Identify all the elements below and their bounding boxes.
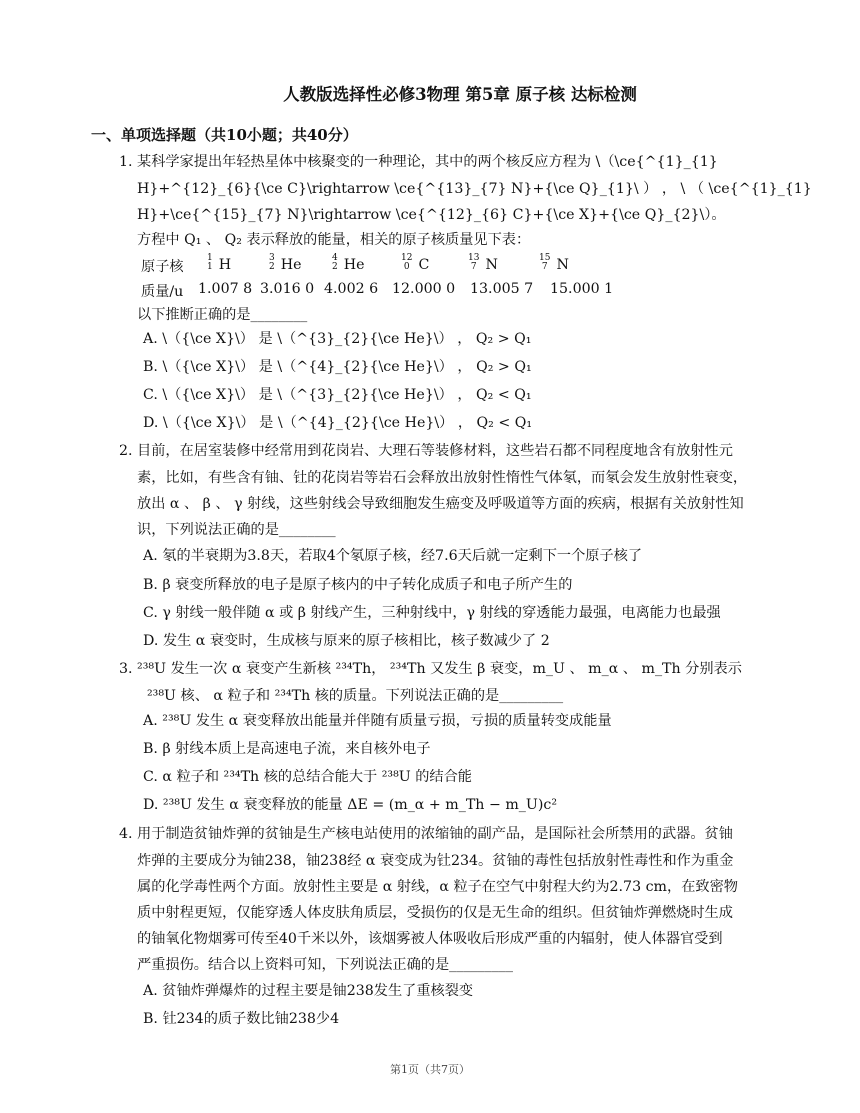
nuclide-n13: 13 7 N [468, 253, 498, 273]
q2-line-4: 识，下列说法正确的是________ [137, 522, 336, 538]
q1-line-2: H}+^{12}_{6}{\ce C}\rightarrow \ce{^{13}_{7} N}+{\ce Q}_{1}\ ） ， \ （ \ce{^{1}_{1} [137, 181, 812, 197]
q2-option-d[interactable]: D. 发生 α 衰变时，生成核与原来的原子核相比，核子数减少了 2 [143, 633, 550, 649]
q4-line-2: 炸弹的主要成分为铀238，铀238经 α 衰变成为钍234。贫铀的毒性包括放射性毒性和作为重金 [137, 853, 734, 869]
nuclide-n15: 15 7 N [539, 253, 569, 273]
q2-option-c[interactable]: C. γ 射线一般伴随 α 或 β 射线产生，三种射线中，γ 射线的穿透能力最强，电离能力也最强 [143, 605, 721, 621]
mass-value: 12.000 0 [392, 281, 456, 297]
nuclide-he3: 3 2 He [269, 253, 302, 273]
q2-line-2: 素，比如，有些含有铀、钍的花岗岩等岩石会释放出放射性惰性气体氡，而氡会发生放射性衰变， [137, 470, 748, 486]
q3-option-d[interactable]: D. ²³⁸U 发生 α 衰变释放的能量 ΔE = (m_α + m_Th − m_U)c² [143, 797, 558, 813]
q3-option-a[interactable]: A. ²³⁸U 发生 α 衰变释放出能量并伴随有质量亏损，亏损的质量转变成能量 [143, 713, 612, 729]
q4-line-3: 属的化学毒性两个方面。放射性主要是 α 射线，α 粒子在空气中射程大约为2.73 cm，在致密物 [137, 879, 738, 895]
document-title: 人教版选择性必修3物理 第5章 原子核 达标检测 [283, 85, 637, 104]
mass-value: 4.002 6 [324, 281, 379, 297]
q3-line-1: 3. ²³⁸U 发生一次 α 衰变产生新核 ²³⁴Th， ²³⁴Th 又发生 β 衰变，m_U 、 m_α 、 m_Th 分别表示 [119, 661, 742, 677]
q1-line-3: H}+\ce{^{15}_{7} N}\rightarrow \ce{^{12}_{6} C}+{\ce X}+{\ce Q}_{2}\）。 [137, 207, 726, 223]
page-footer: 第1页（共7页） [390, 1063, 470, 1076]
nuclide-header: 原子核 [141, 259, 184, 275]
nuclide-h1: 1 1 H [207, 253, 232, 273]
q3-option-b[interactable]: B. β 射线本质上是高速电子流，来自核外电子 [143, 741, 431, 757]
nuclide-he4: 4 2 He [332, 253, 365, 273]
q3-line-2: ²³⁸U 核、 α 粒子和 ²³⁴Th 核的质量。下列说法正确的是_________ [147, 688, 564, 704]
q4-line-6: 严重损伤。结合以上资料可知，下列说法正确的是_________ [137, 957, 513, 973]
q1-line-4: 方程中 Q₁ 、 Q₂ 表示释放的能量，相关的原子核质量见下表： [137, 232, 531, 248]
q4-line-5: 的铀氧化物烟雾可传至40千米以外，该烟雾被人体吸收后形成严重的内辐射，使人体器官受到 [137, 931, 723, 947]
q4-option-b[interactable]: B. 钍234的质子数比铀238少4 [143, 1011, 340, 1027]
q1-option-d[interactable]: D. \（{\ce X}\） 是 \（^{4}_{2}{\ce He}\） ， Q₂ < Q₁ [143, 415, 533, 431]
q4-line-4: 质中射程更短，仅能穿透人体皮肤角质层，受损伤的仅是无生命的组织。但贫铀炸弹燃烧时生成 [137, 905, 733, 921]
q1-line-1: 1. 某科学家提出年轻热星体中核聚变的一种理论，其中的两个核反应方程为 \（\ce{^{1}_{1} [119, 154, 718, 170]
nuclide-c12: 12 0 C [401, 253, 430, 273]
q4-option-a[interactable]: A. 贫铀炸弹爆炸的过程主要是铀238发生了重核裂变 [143, 983, 474, 999]
q2-option-a[interactable]: A. 氡的半衰期为3.8天，若取4个氡原子核，经7.6天后就一定剩下一个原子核了 [143, 548, 643, 564]
q1-option-c[interactable]: C. \（{\ce X}\） 是 \（^{3}_{2}{\ce He}\） ， Q₂ < Q₁ [143, 387, 532, 403]
q4-line-1: 4. 用于制造贫铀炸弹的贫铀是生产核电站使用的浓缩铀的副产品，是国际社会所禁用的武器。贫铀 [119, 826, 733, 842]
q3-option-c[interactable]: C. α 粒子和 ²³⁴Th 核的总结合能大于 ²³⁸U 的结合能 [143, 769, 472, 785]
q2-line-3: 放出 α 、 β 、 γ 射线，这些射线会导致细胞发生癌变及呼吸道等方面的疾病，根据有关放射性知 [137, 496, 744, 512]
mass-value: 3.016 0 [260, 281, 315, 297]
q1-prompt: 以下推断正确的是________ [137, 307, 308, 323]
section-heading: 一、单项选择题（共10小题；共40分） [91, 126, 358, 144]
mass-value: 1.007 8 [198, 281, 253, 297]
mass-value: 13.005 7 [470, 281, 534, 297]
q1-option-b[interactable]: B. \（{\ce X}\） 是 \（^{4}_{2}{\ce He}\） ， Q₂ > Q₁ [143, 359, 532, 375]
q2-line-1: 2. 目前，在居室装修中经常用到花岗岩、大理石等装修材料，这些岩石都不同程度地含有放射性元 [119, 443, 733, 459]
mass-label: 质量/u [141, 284, 184, 300]
mass-value: 15.000 1 [550, 281, 614, 297]
q2-option-b[interactable]: B. β 衰变所释放的电子是原子核内的中子转化成质子和电子所产生的 [143, 577, 573, 593]
q1-option-a[interactable]: A. \（{\ce X}\） 是 \（^{3}_{2}{\ce He}\） ， Q₂ > Q₁ [143, 331, 532, 347]
